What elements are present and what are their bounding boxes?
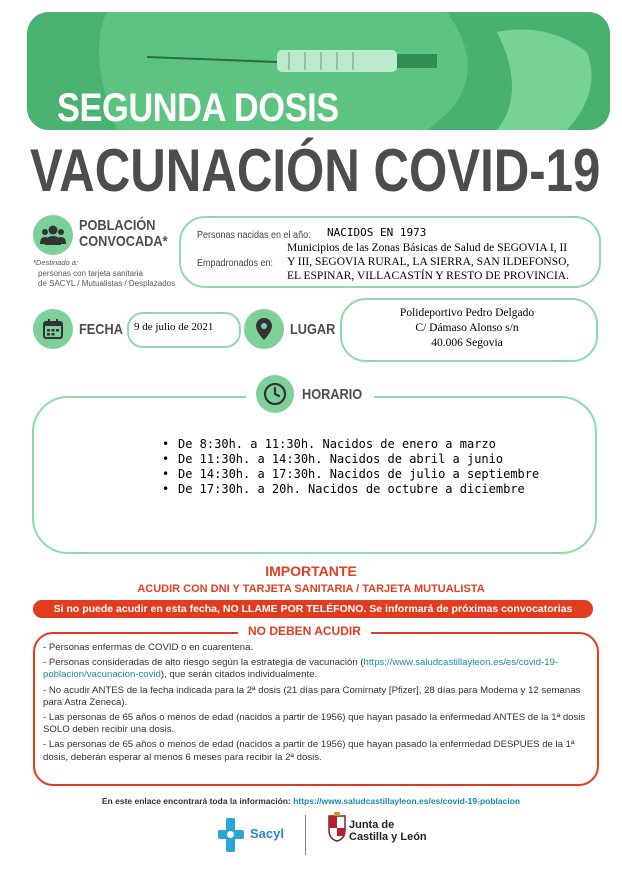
horario-item: • De 17:30h. a 20h. Nacidos de octubre a diciembre [162, 482, 539, 497]
horario-item: • De 8:30h. a 11:30h. Nacidos de enero a marzo [162, 437, 539, 452]
calendar-icon [33, 309, 73, 349]
list-item: - Las personas de 65 años o menos de edad (nacidos a partir de 1956) que hayan pasado la enfermedad ANTES de la 1ª dosis SOLO deben recibir una dosis. [43, 712, 586, 736]
hero-banner [27, 12, 610, 130]
destinado-line1: personas con tarjeta sanitaria [38, 269, 143, 278]
destinado-line2: de SACYL / Mutualistas / Desplazados [38, 279, 176, 288]
hero-subtitle: SEGUNDA DOSIS [57, 86, 339, 130]
page-title: VACUNACIÓN COVID-19 [30, 137, 601, 204]
poblacion-label: POBLACIÓN CONVOCADA* [79, 217, 168, 250]
horario-list [162, 437, 539, 497]
importante-banner: Si no puede acudir en esta fecha, NO LLAME POR TELÉFONO. Se informará de próximas convocatorias [33, 600, 593, 618]
list-item: - No acudir ANTES de la fecha indicada para la 2ª dosis (21 días para Comirnaty [Pfizer], 28 días para Moderna y 12 semanas para Astra Zeneca). [43, 684, 581, 708]
junta-logo [327, 812, 427, 847]
location-pin-icon [244, 309, 284, 349]
horario-label: HORARIO [302, 386, 363, 403]
importante-title: IMPORTANTE [265, 563, 357, 579]
junta-shield-icon [327, 812, 347, 842]
vacunacion-link[interactable]: https://www.saludcastillayleon.es/es/covid-19-poblacion/vacunacion-covid [43, 657, 559, 681]
info-link[interactable]: https://www.saludcastillayleon.es/es/covid-19-poblacion [293, 796, 521, 806]
lugar-label: LUGAR [290, 321, 336, 338]
empadronados-label: Empadronados en: [197, 258, 274, 269]
clock-icon [256, 375, 294, 413]
fecha-label: FECHA [79, 321, 123, 338]
sacyl-text: Sacyl [250, 826, 284, 841]
horario-item: • De 11:30h. a 14:30h. Nacidos de abril a junio [162, 452, 539, 467]
no-deben-list [43, 642, 588, 767]
fecha-value: 9 de julio de 2021 [134, 321, 214, 333]
footer-text: En este enlace encontrará toda la información: https://www.saludcastillayleon.es/es/covid-19-poblacion [101, 796, 521, 806]
importante-subtitle: ACUDIR CON DNI Y TARJETA SANITARIA / TARJETA MUTUALISTA [137, 583, 485, 595]
nacidos-label: Personas nacidas en el año: [197, 230, 311, 241]
horario-item: • De 14:30h. a 17:30h. Nacidos de julio a septiembre [162, 467, 539, 482]
list-item: - Personas consideradas de alto riesgo según la estrategia de vacunación (https://www.saludcastillayleon.es/es/covid-19-poblacion/vacunacion-covid), que serán citados individualmente. [43, 657, 559, 681]
list-item: - Personas enfermas de COVID o en cuarentena. [43, 642, 254, 653]
nacidos-value: NACIDOS EN 1973 [327, 226, 427, 239]
people-icon [33, 215, 73, 255]
junta-text: Junta de Castilla y León [349, 819, 427, 843]
list-item: - Las personas de 65 años o menos de edad (nacidos a partir de 1956) que hayan pasado la enfermedad DESPUES de la 1ª dosis, deberán esperar al menos 6 meses para recibir la 2ª dosis. [43, 739, 575, 763]
empadronados-value: Municipios de las Zonas Básicas de Salud de SEGOVIA I, II Y III, SEGOVIA RURAL, LA SIERRA, SAN ILDEFONSO, EL ESPINAR, VILLACASTÍN Y RESTO DE PROVINCIA. [287, 242, 570, 282]
lugar-address: Polideportivo Pedro Delgado C/ Dámaso Alonso s/n 40.006 Segovia [399, 307, 535, 349]
no-deben-title: NO DEBEN ACUDIR [238, 624, 371, 638]
destinado-title: *Destinado a: [33, 258, 79, 267]
sacyl-logo [218, 818, 298, 857]
logo-divider [305, 815, 306, 855]
